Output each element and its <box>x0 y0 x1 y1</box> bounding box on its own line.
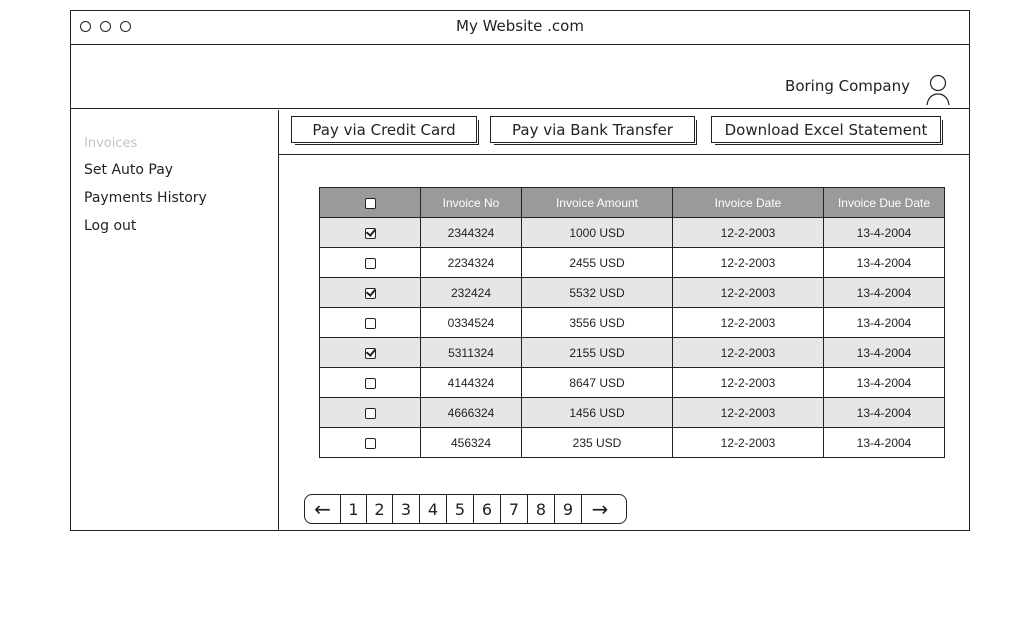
table-row[interactable] <box>320 368 945 398</box>
table-row[interactable] <box>320 338 945 368</box>
sidebar-item-set-auto-pay[interactable]: Set Auto Pay <box>84 162 174 178</box>
invoice-amount-cell: 2155 USD <box>522 338 673 368</box>
table-row[interactable] <box>320 248 945 278</box>
column-header[interactable]: Invoice Date <box>673 188 824 218</box>
select-all-header <box>320 188 421 218</box>
pagination <box>304 494 627 524</box>
row-select-cell <box>320 248 421 278</box>
invoice-table <box>319 187 945 458</box>
page-button[interactable]: 3 <box>393 494 420 524</box>
row-checkbox[interactable] <box>365 228 376 239</box>
page-button[interactable]: 5 <box>447 494 474 524</box>
invoice-date-cell: 12-2-2003 <box>673 218 824 248</box>
invoice-due-date-cell: 13-4-2004 <box>824 278 945 308</box>
invoice-date-cell: 12-2-2003 <box>673 368 824 398</box>
row-select-cell <box>320 368 421 398</box>
row-checkbox[interactable] <box>365 288 376 299</box>
invoice-number-cell: 5311324 <box>421 338 522 368</box>
invoice-date-cell: 12-2-2003 <box>673 338 824 368</box>
pay-credit-card-button[interactable]: Pay via Credit Card <box>291 116 477 143</box>
pay-bank-transfer-button[interactable]: Pay via Bank Transfer <box>490 116 695 143</box>
row-select-cell <box>320 398 421 428</box>
sidebar-item-log-out[interactable]: Log out <box>84 218 137 234</box>
row-checkbox[interactable] <box>365 348 376 359</box>
select-all-checkbox[interactable] <box>365 198 376 209</box>
invoice-number-cell: 4666324 <box>421 398 522 428</box>
invoice-due-date-cell: 13-4-2004 <box>824 398 945 428</box>
download-excel-button[interactable]: Download Excel Statement <box>711 116 941 143</box>
invoice-due-date-cell: 13-4-2004 <box>824 248 945 278</box>
invoice-amount-cell: 5532 USD <box>522 278 673 308</box>
invoice-amount-cell: 1456 USD <box>522 398 673 428</box>
invoice-due-date-cell: 13-4-2004 <box>824 308 945 338</box>
invoice-amount-cell: 8647 USD <box>522 368 673 398</box>
header-divider <box>70 108 970 109</box>
page-button[interactable]: 7 <box>501 494 528 524</box>
invoice-due-date-cell: 13-4-2004 <box>824 428 945 458</box>
row-checkbox[interactable] <box>365 378 376 389</box>
invoice-date-cell: 12-2-2003 <box>673 308 824 338</box>
invoice-number-cell: 456324 <box>421 428 522 458</box>
row-select-cell <box>320 218 421 248</box>
user-icon[interactable] <box>925 74 951 106</box>
table-row[interactable] <box>320 428 945 458</box>
page-button[interactable]: 4 <box>420 494 447 524</box>
page-button[interactable]: 1 <box>341 494 367 524</box>
row-select-cell <box>320 278 421 308</box>
invoice-number-cell: 232424 <box>421 278 522 308</box>
table-row[interactable] <box>320 308 945 338</box>
title-bar <box>70 10 970 45</box>
invoice-number-cell: 2234324 <box>421 248 522 278</box>
table-row[interactable] <box>320 278 945 308</box>
sidebar <box>70 110 279 531</box>
page-button[interactable]: 9 <box>555 494 582 524</box>
invoice-date-cell: 12-2-2003 <box>673 428 824 458</box>
column-header[interactable]: Invoice No <box>421 188 522 218</box>
row-select-cell <box>320 308 421 338</box>
next-page-button[interactable]: → <box>591 497 609 521</box>
invoice-due-date-cell: 13-4-2004 <box>824 218 945 248</box>
row-select-cell <box>320 428 421 458</box>
table-row[interactable] <box>320 398 945 428</box>
table-row[interactable] <box>320 218 945 248</box>
row-checkbox[interactable] <box>365 408 376 419</box>
invoice-due-date-cell: 13-4-2004 <box>824 368 945 398</box>
row-checkbox[interactable] <box>365 318 376 329</box>
column-header[interactable]: Invoice Due Date <box>824 188 945 218</box>
invoice-date-cell: 12-2-2003 <box>673 278 824 308</box>
sidebar-item-invoices[interactable]: Invoices <box>84 136 138 151</box>
company-name: Boring Company <box>785 77 910 95</box>
row-checkbox[interactable] <box>365 258 376 269</box>
invoice-amount-cell: 3556 USD <box>522 308 673 338</box>
invoice-date-cell: 12-2-2003 <box>673 248 824 278</box>
column-header[interactable]: Invoice Amount <box>522 188 673 218</box>
prev-page-button[interactable]: ← <box>305 494 341 524</box>
page-button[interactable]: 6 <box>474 494 501 524</box>
invoice-amount-cell: 235 USD <box>522 428 673 458</box>
invoice-amount-cell: 1000 USD <box>522 218 673 248</box>
invoice-number-cell: 2344324 <box>421 218 522 248</box>
invoice-number-cell: 0334524 <box>421 308 522 338</box>
invoice-due-date-cell: 13-4-2004 <box>824 338 945 368</box>
invoice-number-cell: 4144324 <box>421 368 522 398</box>
site-title: My Website .com <box>456 17 584 35</box>
page-button[interactable]: 2 <box>367 494 393 524</box>
toolbar-divider <box>279 154 970 155</box>
invoice-amount-cell: 2455 USD <box>522 248 673 278</box>
row-select-cell <box>320 338 421 368</box>
sidebar-item-payments-history[interactable]: Payments History <box>84 190 207 206</box>
invoice-date-cell: 12-2-2003 <box>673 398 824 428</box>
table-header-row <box>320 188 945 218</box>
page-button[interactable]: 8 <box>528 494 555 524</box>
row-checkbox[interactable] <box>365 438 376 449</box>
